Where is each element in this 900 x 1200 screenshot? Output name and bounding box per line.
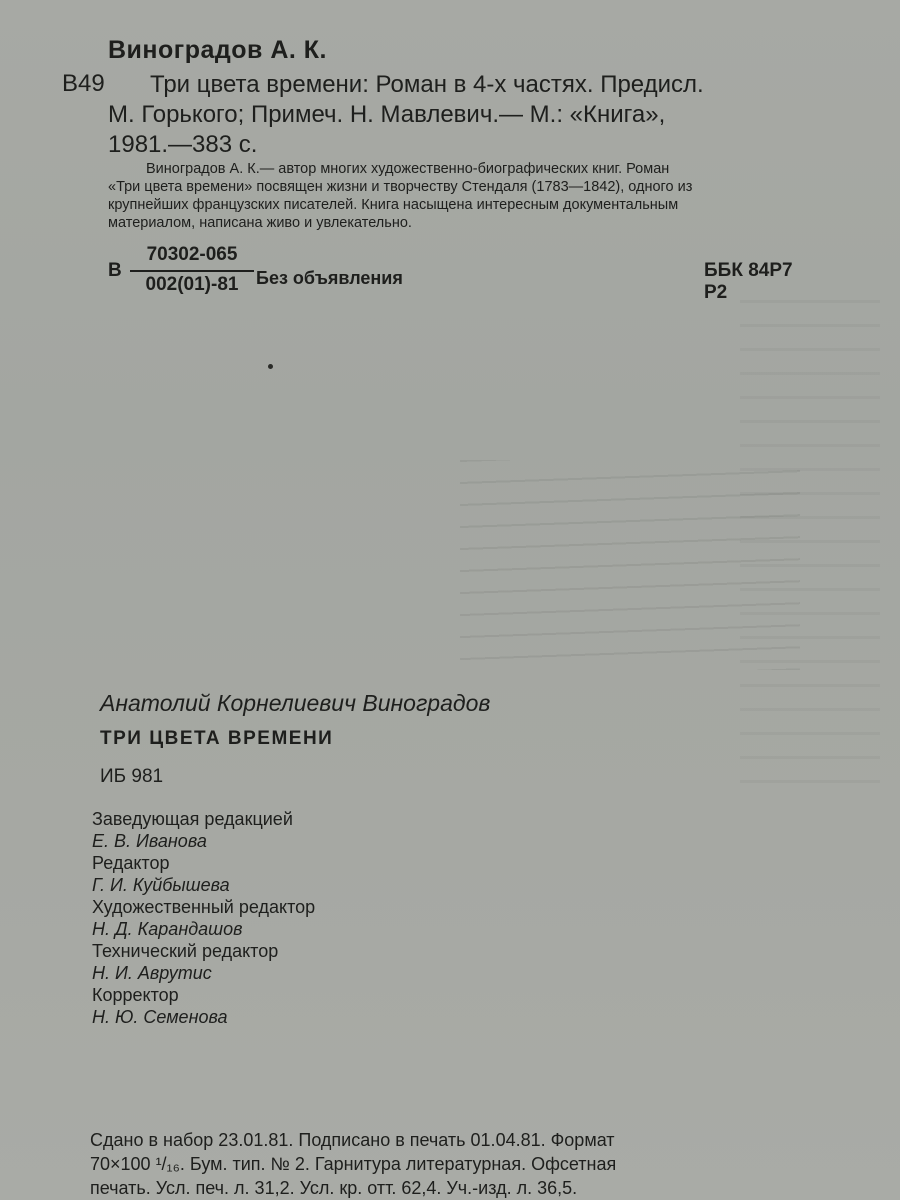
publication-line: печать. Усл. печ. л. 31,2. Усл. кр. отт. 62,4. Уч.-изд. л. 36,5.	[90, 1178, 578, 1198]
staff-role: Технический редактор	[92, 941, 279, 961]
annotation-line: Виноградов А. К.— автор многих художественно-биографических книг. Роман	[146, 161, 670, 177]
full-author-name: Анатолий Корнелиевич Виноградов	[100, 690, 491, 716]
book-title: ТРИ ЦВЕТА ВРЕМЕНИ	[100, 728, 334, 749]
staff-name: Е. В. Иванова	[92, 831, 207, 851]
staff-name: Г. И. Куйбышева	[92, 875, 230, 895]
staff-role: Художественный редактор	[92, 897, 316, 917]
author-heading: Виноградов А. К.	[108, 36, 327, 64]
title-line: 1981.—383 с.	[108, 131, 258, 158]
staff-role: Редактор	[92, 853, 170, 873]
annotation-line: материалом, написана живо и увлекательно.	[108, 215, 412, 231]
staff-name: Н. И. Аврутис	[92, 963, 212, 983]
staff-name: Н. Ю. Семенова	[92, 1007, 228, 1027]
classification-row	[108, 244, 828, 304]
annotation-line: крупнейших французских писателей. Книга насыщена интересным документальным	[108, 197, 679, 213]
publication-details	[90, 1128, 790, 1200]
isbn-numerator: 70302-065	[146, 244, 238, 265]
staff-list	[92, 808, 315, 1028]
classification-code: Р2	[704, 282, 728, 303]
title-line: Три цвета времени: Роман в 4-х частях. Предисл.	[150, 71, 704, 98]
ib-number: ИБ 981	[100, 766, 164, 787]
bbk-block	[704, 260, 793, 304]
call-code: В49	[62, 70, 105, 97]
bbk-code: ББК 84Р7	[704, 260, 793, 281]
annotation-line: «Три цвета времени» посвящен жизни и творчеству Стендаля (1783—1842), одного из	[108, 179, 693, 195]
annotation	[108, 160, 818, 232]
staff-role: Заведующая редакцией	[92, 809, 293, 829]
staff-name: Н. Д. Карандашов	[92, 919, 243, 939]
fraction-bar	[130, 270, 254, 272]
isbn-fraction	[130, 244, 254, 296]
staff-role: Корректор	[92, 985, 179, 1005]
isbn-denominator: 002(01)-81	[145, 274, 239, 295]
bleed-through-text-center	[460, 460, 800, 670]
publication-line: Сдано в набор 23.01.81. Подписано в печать 01.04.81. Формат	[90, 1130, 615, 1150]
publication-line: 70×100 ¹/₁₆. Бум. тип. № 2. Гарнитура литературная. Офсетная	[90, 1154, 617, 1174]
title-line: М. Горького; Примеч. Н. Мавлевич.— М.: «Книга»,	[108, 101, 666, 128]
isbn-prefix: В	[108, 260, 122, 281]
print-dot	[268, 364, 273, 369]
no-announcement: Без объявления	[256, 268, 403, 288]
